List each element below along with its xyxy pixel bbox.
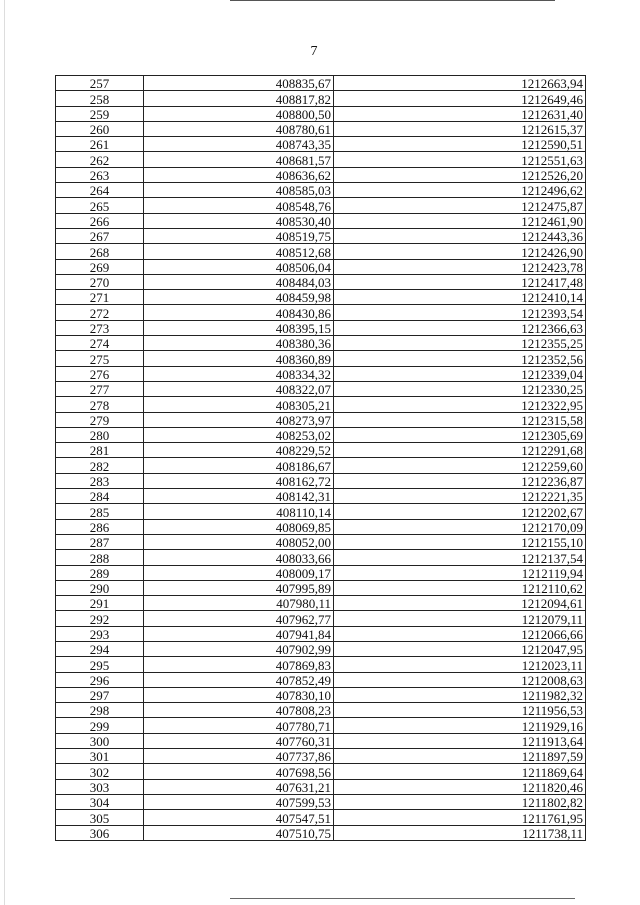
point-number-cell: 269 [56,259,144,274]
y-coordinate-cell: 1212315,58 [334,412,586,427]
point-number-cell: 279 [56,412,144,427]
point-number-cell: 264 [56,183,144,198]
y-coordinate-cell: 1212352,56 [334,351,586,366]
x-coordinate-cell: 407962,77 [144,611,334,626]
y-coordinate-cell: 1212079,11 [334,611,586,626]
point-number-cell: 266 [56,213,144,228]
point-number-cell: 293 [56,626,144,641]
coordinates-table-body [56,76,586,841]
x-coordinate-cell: 407902,99 [144,641,334,656]
x-coordinate-cell: 408548,76 [144,198,334,213]
x-coordinate-cell: 408305,21 [144,397,334,412]
point-number-cell: 285 [56,504,144,519]
table-row [56,458,586,473]
point-number-cell: 302 [56,764,144,779]
y-coordinate-cell: 1212461,90 [334,213,586,228]
point-number-cell: 272 [56,305,144,320]
scan-bottom-edge [230,898,575,899]
y-coordinate-cell: 1212475,87 [334,198,586,213]
y-coordinate-cell: 1211982,32 [334,687,586,702]
table-row [56,198,586,213]
x-coordinate-cell: 407995,89 [144,580,334,595]
y-coordinate-cell: 1211929,16 [334,718,586,733]
x-coordinate-cell: 408506,04 [144,259,334,274]
y-coordinate-cell: 1212366,63 [334,320,586,335]
y-coordinate-cell: 1212663,94 [334,76,586,91]
table-row [56,106,586,121]
table-row [56,825,586,840]
y-coordinate-cell: 1212410,14 [334,290,586,305]
x-coordinate-cell: 407631,21 [144,779,334,794]
table-row [56,91,586,106]
x-coordinate-cell: 408009,17 [144,565,334,580]
y-coordinate-cell: 1212443,36 [334,228,586,243]
point-number-cell: 263 [56,167,144,182]
x-coordinate-cell: 407760,31 [144,733,334,748]
table-row [56,519,586,534]
x-coordinate-cell: 408459,98 [144,290,334,305]
table-row [56,366,586,381]
y-coordinate-cell: 1211913,64 [334,733,586,748]
y-coordinate-cell: 1212496,62 [334,183,586,198]
table-row [56,213,586,228]
x-coordinate-cell: 408430,86 [144,305,334,320]
table-row [56,336,586,351]
scan-left-edge [4,0,5,905]
x-coordinate-cell: 408585,03 [144,183,334,198]
point-number-cell: 292 [56,611,144,626]
table-row [56,121,586,136]
table-row [56,580,586,595]
table-row [56,305,586,320]
y-coordinate-cell: 1212393,54 [334,305,586,320]
y-coordinate-cell: 1212221,35 [334,489,586,504]
point-number-cell: 304 [56,794,144,809]
page-number: 7 [310,44,318,59]
x-coordinate-cell: 407547,51 [144,810,334,825]
table-row [56,290,586,305]
table-row [56,152,586,167]
table-row [56,641,586,656]
table-row [56,412,586,427]
y-coordinate-cell: 1212110,62 [334,580,586,595]
table-row [56,534,586,549]
point-number-cell: 271 [56,290,144,305]
table-row [56,779,586,794]
point-number-cell: 262 [56,152,144,167]
point-number-cell: 283 [56,473,144,488]
point-number-cell: 282 [56,458,144,473]
y-coordinate-cell: 1212066,66 [334,626,586,641]
y-coordinate-cell: 1212526,20 [334,167,586,182]
table-row [56,183,586,198]
table-row [56,565,586,580]
y-coordinate-cell: 1212355,25 [334,336,586,351]
table-row [56,703,586,718]
point-number-cell: 295 [56,657,144,672]
point-number-cell: 259 [56,106,144,121]
x-coordinate-cell: 408253,02 [144,427,334,442]
point-number-cell: 291 [56,596,144,611]
y-coordinate-cell: 1212094,61 [334,596,586,611]
x-coordinate-cell: 407869,83 [144,657,334,672]
x-coordinate-cell: 407780,71 [144,718,334,733]
y-coordinate-cell: 1212590,51 [334,137,586,152]
x-coordinate-cell: 408380,36 [144,336,334,351]
point-number-cell: 284 [56,489,144,504]
table-row [56,764,586,779]
table-row [56,274,586,289]
x-coordinate-cell: 408186,67 [144,458,334,473]
y-coordinate-cell: 1212631,40 [334,106,586,121]
x-coordinate-cell: 407737,86 [144,749,334,764]
point-number-cell: 278 [56,397,144,412]
y-coordinate-cell: 1212423,78 [334,259,586,274]
point-number-cell: 303 [56,779,144,794]
table-row [56,167,586,182]
y-coordinate-cell: 1212137,54 [334,550,586,565]
point-number-cell: 265 [56,198,144,213]
y-coordinate-cell: 1212339,04 [334,366,586,381]
x-coordinate-cell: 408360,89 [144,351,334,366]
table-row [56,244,586,259]
table-row [56,351,586,366]
y-coordinate-cell: 1212119,94 [334,565,586,580]
x-coordinate-cell: 408052,00 [144,534,334,549]
y-coordinate-cell: 1211761,95 [334,810,586,825]
coordinates-table [55,75,586,841]
x-coordinate-cell: 408110,14 [144,504,334,519]
x-coordinate-cell: 408334,32 [144,366,334,381]
table-row [56,427,586,442]
point-number-cell: 297 [56,687,144,702]
y-coordinate-cell: 1211820,46 [334,779,586,794]
table-row [56,749,586,764]
x-coordinate-cell: 408484,03 [144,274,334,289]
y-coordinate-cell: 1211897,59 [334,749,586,764]
table-row [56,397,586,412]
x-coordinate-cell: 408512,68 [144,244,334,259]
y-coordinate-cell: 1212202,67 [334,504,586,519]
x-coordinate-cell: 408395,15 [144,320,334,335]
y-coordinate-cell: 1212259,60 [334,458,586,473]
point-number-cell: 299 [56,718,144,733]
table-row [56,381,586,396]
table-row [56,657,586,672]
point-number-cell: 257 [56,76,144,91]
y-coordinate-cell: 1212305,69 [334,427,586,442]
table-row [56,259,586,274]
table-row [56,718,586,733]
x-coordinate-cell: 408780,61 [144,121,334,136]
y-coordinate-cell: 1211956,53 [334,703,586,718]
x-coordinate-cell: 408835,67 [144,76,334,91]
x-coordinate-cell: 408229,52 [144,443,334,458]
table-row [56,596,586,611]
y-coordinate-cell: 1212649,46 [334,91,586,106]
table-row [56,672,586,687]
point-number-cell: 287 [56,534,144,549]
table-row [56,794,586,809]
table-row [56,810,586,825]
x-coordinate-cell: 407980,11 [144,596,334,611]
table-row [56,489,586,504]
point-number-cell: 286 [56,519,144,534]
x-coordinate-cell: 408743,35 [144,137,334,152]
y-coordinate-cell: 1212008,63 [334,672,586,687]
table-row [56,550,586,565]
y-coordinate-cell: 1212047,95 [334,641,586,656]
point-number-cell: 274 [56,336,144,351]
x-coordinate-cell: 408273,97 [144,412,334,427]
table-row [56,76,586,91]
point-number-cell: 298 [56,703,144,718]
x-coordinate-cell: 408817,82 [144,91,334,106]
point-number-cell: 301 [56,749,144,764]
x-coordinate-cell: 408033,66 [144,550,334,565]
table-row [56,733,586,748]
scan-top-edge [230,0,555,1]
point-number-cell: 261 [56,137,144,152]
point-number-cell: 275 [56,351,144,366]
point-number-cell: 290 [56,580,144,595]
point-number-cell: 260 [56,121,144,136]
x-coordinate-cell: 408800,50 [144,106,334,121]
table-row [56,504,586,519]
y-coordinate-cell: 1212615,37 [334,121,586,136]
point-number-cell: 281 [56,443,144,458]
y-coordinate-cell: 1211738,11 [334,825,586,840]
y-coordinate-cell: 1212417,48 [334,274,586,289]
point-number-cell: 280 [56,427,144,442]
x-coordinate-cell: 407510,75 [144,825,334,840]
table-row [56,687,586,702]
x-coordinate-cell: 407830,10 [144,687,334,702]
point-number-cell: 300 [56,733,144,748]
x-coordinate-cell: 408681,57 [144,152,334,167]
table-row [56,228,586,243]
y-coordinate-cell: 1212236,87 [334,473,586,488]
table-row [56,473,586,488]
y-coordinate-cell: 1212291,68 [334,443,586,458]
y-coordinate-cell: 1212155,10 [334,534,586,549]
x-coordinate-cell: 408636,62 [144,167,334,182]
y-coordinate-cell: 1212426,90 [334,244,586,259]
x-coordinate-cell: 407808,23 [144,703,334,718]
table-row [56,611,586,626]
point-number-cell: 306 [56,825,144,840]
y-coordinate-cell: 1212330,25 [334,381,586,396]
point-number-cell: 296 [56,672,144,687]
y-coordinate-cell: 1212023,11 [334,657,586,672]
point-number-cell: 270 [56,274,144,289]
point-number-cell: 289 [56,565,144,580]
table-row [56,137,586,152]
x-coordinate-cell: 407698,56 [144,764,334,779]
y-coordinate-cell: 1211869,64 [334,764,586,779]
x-coordinate-cell: 408162,72 [144,473,334,488]
y-coordinate-cell: 1211802,82 [334,794,586,809]
table-row [56,443,586,458]
point-number-cell: 294 [56,641,144,656]
x-coordinate-cell: 408530,40 [144,213,334,228]
point-number-cell: 258 [56,91,144,106]
point-number-cell: 288 [56,550,144,565]
x-coordinate-cell: 407852,49 [144,672,334,687]
x-coordinate-cell: 407941,84 [144,626,334,641]
point-number-cell: 277 [56,381,144,396]
x-coordinate-cell: 408322,07 [144,381,334,396]
x-coordinate-cell: 408069,85 [144,519,334,534]
point-number-cell: 268 [56,244,144,259]
x-coordinate-cell: 407599,53 [144,794,334,809]
point-number-cell: 267 [56,228,144,243]
table-row [56,320,586,335]
y-coordinate-cell: 1212322,95 [334,397,586,412]
table-row [56,626,586,641]
x-coordinate-cell: 408142,31 [144,489,334,504]
point-number-cell: 276 [56,366,144,381]
point-number-cell: 305 [56,810,144,825]
y-coordinate-cell: 1212170,09 [334,519,586,534]
x-coordinate-cell: 408519,75 [144,228,334,243]
point-number-cell: 273 [56,320,144,335]
y-coordinate-cell: 1212551,63 [334,152,586,167]
